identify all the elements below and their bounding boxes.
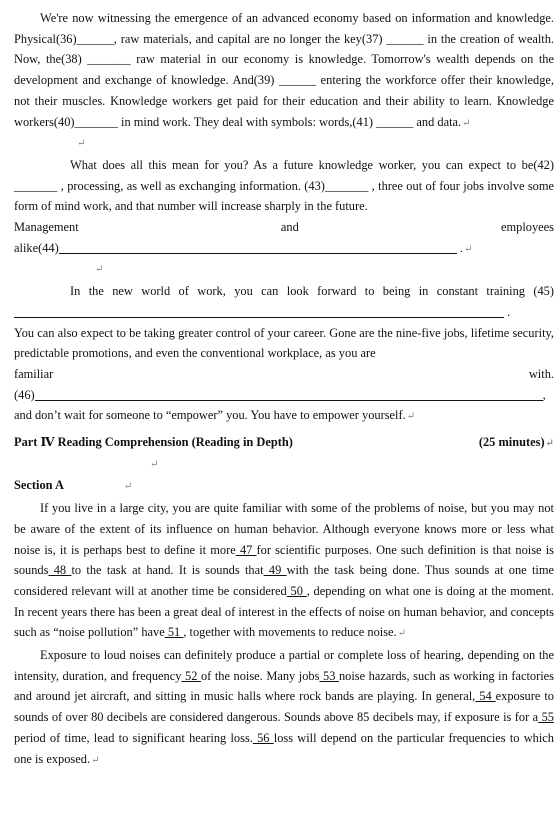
paragraph-mark-icon: ↵ (91, 754, 100, 766)
part-heading: Part Ⅳ Reading Comprehension (Reading in Depth) (25 minutes)↵ (14, 435, 554, 450)
blank-number: 54 (475, 689, 496, 704)
paragraph-mark-icon: ↵ (95, 264, 104, 276)
blank-number: 50 (286, 583, 307, 598)
blank-line (14, 260, 554, 281)
passage-paragraph-2: What does all this mean for you? As a future knowledge worker, you can expect to be(42) _______ , processing, as well as exchanging information. (43)_______ , three out of four jobs involve some form of mind work, and that number will increase sharply in the future. Management and employees alike(44) .↵ (14, 155, 554, 261)
text-run: noise hazards, such as working in factories and around jet aircraft, and sitting in music halls where rock bands are playing. In general, (14, 668, 554, 704)
blank-number: 56 (252, 730, 274, 745)
blank-number: 47 (235, 542, 257, 557)
text-run: to the task at hand. It is sounds that (71, 563, 264, 578)
text-run: loss will depend on the particular frequencies to which one is exposed. (14, 730, 555, 766)
paragraph-mark-icon: ↵ (406, 411, 416, 423)
paragraph-mark-icon: ↵ (463, 243, 473, 255)
paragraph-mark-icon: ↵ (462, 117, 471, 129)
text-run: If you live in a large city, you are quite familiar with some of the problems of noise, but you may not be aware of the extent of its influence on human behavior. Although everyone knows more or less what noise is, it is perhaps best to define it more (14, 501, 554, 557)
justified-line: Management and employees (14, 220, 554, 235)
blank-44-line: alike(44) .↵ (14, 240, 473, 255)
text-run: , together with movements to reduce noise. (183, 625, 397, 640)
blank-line (14, 455, 554, 476)
reading-paragraph-1 (14, 498, 554, 645)
text-run: for scientific purposes. One such definition is that noise is sounds (14, 542, 554, 578)
paragraph-mark-icon: ↵ (123, 481, 133, 493)
text-run: period of time, lead to significant hearing loss. (14, 730, 253, 745)
paragraph-mark-icon: ↵ (150, 458, 159, 470)
blank-number: 49 (263, 563, 287, 578)
passage-paragraph-3: In the new world of work, you can look forward to being in constant training (45) . You can also expect to be taking greater control of your career. Gone are the nine-five jobs, lifetime security, predictable promotions, and even the conventional workplace, as you are familiar with. (46) , and don’t wait for someone to “empower” you. You have to empower yourself.↵ (14, 284, 554, 423)
section-title: Section A ↵ (14, 478, 133, 493)
reading-paragraph-2 (14, 645, 554, 771)
passage-paragraph-1: We're now witnessing the emergence of an advanced economy based on information and knowledge. Physical(36)______, raw materials, and capital are no longer the key(37) ______ in the creation of wealth. Now, the(38) _______ raw material in our economy is knowledge. Tomorrow's wealth depends on the development and exchange of knowledge. And(39) ______ entering the workforce offer their knowledge, not their muscles. Knowledge workers get paid for their education and their ability to learn. Knowledge workers(40)_______ in mind work. They deal with symbols: words,(41) ______ and data.↵ (14, 11, 554, 129)
answer-line-45[interactable] (14, 304, 504, 318)
paragraph-mark-icon: ↵ (397, 628, 407, 640)
text-run: of the noise. Many jobs (200, 668, 320, 683)
blank-number: 48 (48, 563, 72, 578)
paragraph-mark-icon: ↵ (77, 138, 86, 150)
paragraph-mark-icon: ↵ (545, 438, 554, 450)
blank-number: 52 (181, 668, 201, 683)
text-run: Exposure to loud noises can definitely produce a partial or complete loss of hearing, depending on the intensity, duration, and frequency (14, 648, 554, 683)
blank-number: 55 (538, 710, 554, 725)
text-run: exposure to sounds of over 80 decibels are considered dangerous. Sounds above 85 decibels may, if exposure is for a (14, 689, 554, 725)
justified-line: familiar with. (14, 366, 554, 381)
answer-line-44[interactable] (59, 240, 457, 254)
blank-number: 53 (319, 668, 339, 683)
blank-46-line: (46) , (14, 387, 546, 402)
text-run: with the task being done. Thus sounds at one time considered relevant will at another time be considered (14, 563, 554, 598)
answer-line-46[interactable] (35, 387, 543, 401)
blank-line (14, 134, 554, 155)
blank-number: 51 (164, 625, 184, 640)
text-run: , depending on what one is doing at the moment. In recent years there has been a great deal of interest in the effects of noise on human behavior, and concepts such as “noise pollution” have (14, 583, 554, 640)
